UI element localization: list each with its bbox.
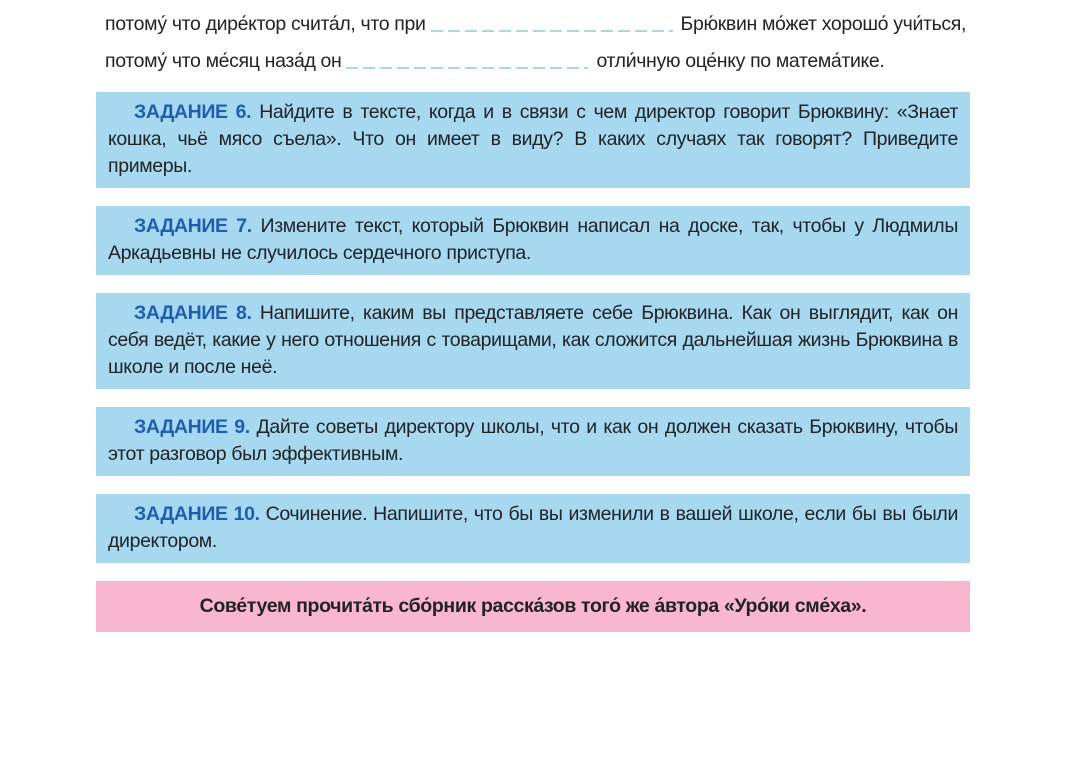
task-6-paragraph bbox=[108, 99, 958, 180]
fill-in-blank-2 bbox=[346, 51, 588, 69]
task-8-text: Напишите, каким вы представляете себе Брюквина. Как он выглядит, как он себя ведёт, какие у него отношения с товарищами, как сложится дальнейшая жизнь Брюквина в школе и после неё. bbox=[108, 302, 958, 378]
task-10-label: ЗАДАНИЕ 10. bbox=[134, 503, 260, 525]
task-8-label: ЗАДАНИЕ 8. bbox=[134, 302, 252, 324]
task-9-text: Дайте советы директору школы, что и как он должен сказать Брюквину, чтобы этот разговор был эффективным. bbox=[108, 416, 958, 465]
fill-in-line-2-before: потому́ что ме́сяц наза́д он bbox=[105, 50, 342, 72]
task-7-label: ЗАДАНИЕ 7. bbox=[134, 215, 252, 237]
task-box-10 bbox=[96, 494, 970, 563]
fill-in-line-2 bbox=[105, 43, 971, 80]
task-list bbox=[96, 92, 970, 632]
recommendation-strip bbox=[96, 581, 970, 632]
task-6-label: ЗАДАНИЕ 6. bbox=[134, 101, 252, 123]
fill-in-blank-1 bbox=[431, 14, 673, 32]
task-6-text: Найдите в тексте, когда и в связи с чем директор говорит Брюквину: «Знает кошка, чьё мясо съела». Что он имеет в виду? В каких случаях так говорят? Приведите примеры. bbox=[108, 101, 959, 177]
fill-in-line-1-before: потому́ что дире́ктор счита́л, что при bbox=[105, 13, 426, 35]
recommendation-text: Сове́туем прочита́ть сбо́рник расска́зов того́ же а́втора «Уро́ки сме́ха». bbox=[199, 595, 867, 617]
task-box-8 bbox=[96, 293, 970, 389]
task-10-paragraph bbox=[108, 501, 958, 555]
task-box-6 bbox=[96, 92, 970, 188]
task-10-text: Сочинение. Напишите, что бы вы изменили в вашей школе, если бы вы были директором. bbox=[108, 503, 958, 552]
task-box-7 bbox=[96, 206, 970, 275]
task-box-9 bbox=[96, 407, 970, 476]
fill-in-line-1-after: Брю́квин мо́жет хорошо́ учи́ться, bbox=[680, 13, 967, 35]
task-9-label: ЗАДАНИЕ 9. bbox=[134, 416, 250, 438]
task-7-paragraph bbox=[108, 213, 958, 267]
fill-in-line-2-after: отли́чную оце́нку по матема́тике. bbox=[596, 50, 885, 72]
task-8-paragraph bbox=[108, 300, 958, 381]
fill-in-section bbox=[105, 6, 971, 80]
task-7-text: Измените текст, который Брюквин написал на доске, так, чтобы у Людмилы Аркадьевны не случилось сердечного приступа. bbox=[108, 215, 958, 264]
fill-in-line-1 bbox=[105, 6, 971, 43]
task-9-paragraph bbox=[108, 414, 958, 468]
